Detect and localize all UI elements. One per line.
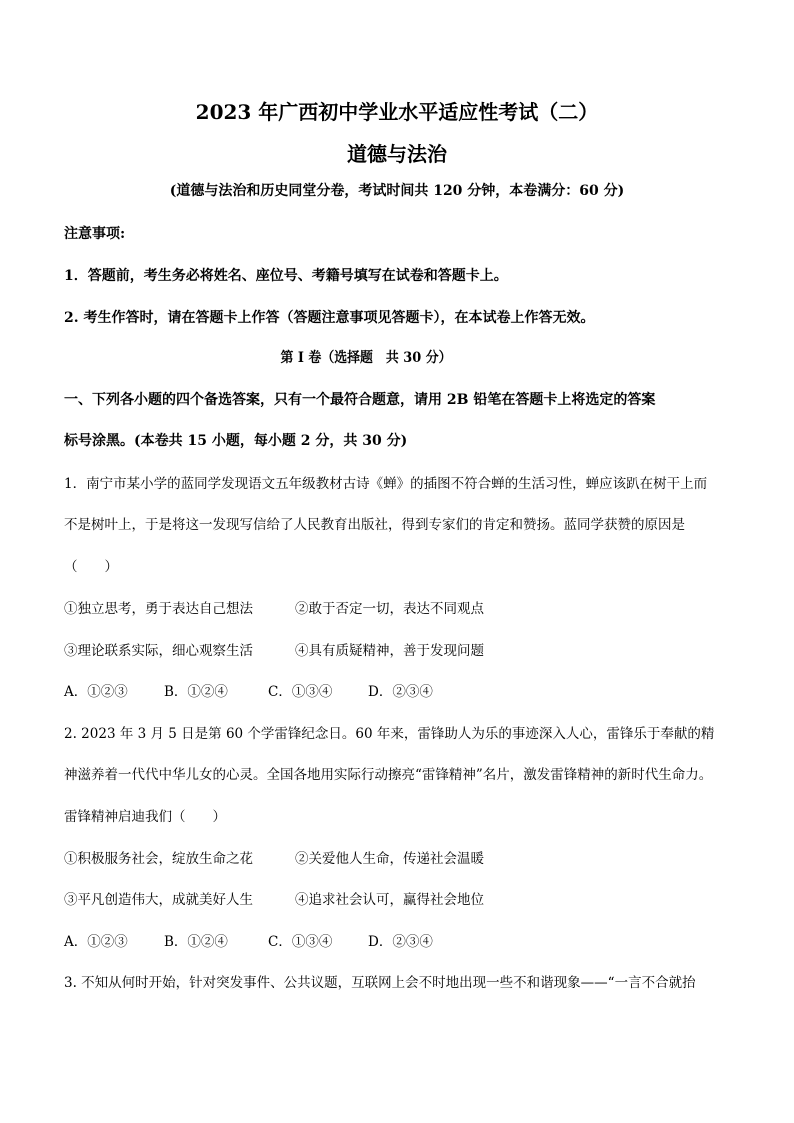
question-1-text: （ ） <box>64 559 118 575</box>
statement-option: ③平凡创造伟大，成就美好人生 <box>64 892 253 908</box>
answer-choice-d: D．②③④ <box>368 934 433 950</box>
statement-option: ②关爱他人生命，传递社会温暖 <box>295 851 484 867</box>
answer-choice-b: B．①②④ <box>164 684 228 700</box>
instruction-item: 2. 考生作答时，请在答题卡上作答（答题注意事项见答题卡），在本试卷上作答无效。 <box>64 310 595 326</box>
question-1-text: 不是树叶上，于是将这一发现写信给了人民教育出版社，得到专家们的肯定和赞扬。蓝同学获赞的原因是 <box>64 517 685 533</box>
subject-title: 道德与法治 <box>347 142 447 166</box>
statement-option: ①积极服务社会，绽放生命之花 <box>64 851 253 867</box>
statement-option: ③理论联系实际，细心观察生活 <box>64 643 253 659</box>
statement-option: ④追求社会认可，赢得社会地位 <box>295 892 484 908</box>
question-2-text: 神滋养着一代代中华儿女的心灵。全国各地用实际行动擦亮“雷锋精神”名片，激发雷锋精神的新时代生命力。 <box>64 767 713 783</box>
exam-title: 2023 年广西初中学业水平适应性考试（二） <box>195 100 599 124</box>
answer-choice-c: C．①③④ <box>268 934 333 950</box>
statement-option: ④具有质疑精神，善于发现问题 <box>295 643 484 659</box>
question-2-text: 2. 2023 年 3 月 5 日是第 60 个学雷锋纪念日。60 年来，雷锋助人为乐的事迹深入人心，雷锋乐于奉献的精 <box>64 726 715 742</box>
instructions-heading: 注意事项: <box>64 226 126 242</box>
answer-choice-a: A．①②③ <box>64 684 128 700</box>
question-1-text: 1．南宁市某小学的蓝同学发现语文五年级教材古诗《蝉》的插图不符合蝉的生活习性，蝉应该趴在树干上而 <box>64 476 708 492</box>
question-2-text: 雷锋精神启迪我们（ ） <box>64 809 226 825</box>
section-intro: 标号涂黑。(本卷共 15 小题，每小题 2 分，共 30 分) <box>64 433 408 449</box>
statement-option: ①独立思考，勇于表达自己想法 <box>64 601 253 617</box>
section-intro: 一、下列各小题的四个备选答案，只有一个最符合题意，请用 2B 铅笔在答题卡上将选定的答案 <box>64 392 656 408</box>
question-3-text: 3. 不知从何时开始，针对突发事件、公共议题，互联网上会不时地出现一些不和谐现象——“一言不合就抬 <box>64 975 696 991</box>
exam-note: (道德与法治和历史同堂分卷，考试时间共 120 分钟，本卷满分：60 分) <box>169 183 625 199</box>
answer-choice-d: D．②③④ <box>368 684 433 700</box>
answer-choice-c: C．①③④ <box>268 684 333 700</box>
section-title: 第 I 卷（选择题 共 30 分） <box>280 350 452 366</box>
instruction-item: 1．答题前，考生务必将姓名、座位号、考籍号填写在试卷和答题卡上。 <box>64 268 508 284</box>
answer-choice-a: A．①②③ <box>64 934 128 950</box>
answer-choice-b: B．①②④ <box>164 934 228 950</box>
statement-option: ②敢于否定一切，表达不同观点 <box>295 601 484 617</box>
